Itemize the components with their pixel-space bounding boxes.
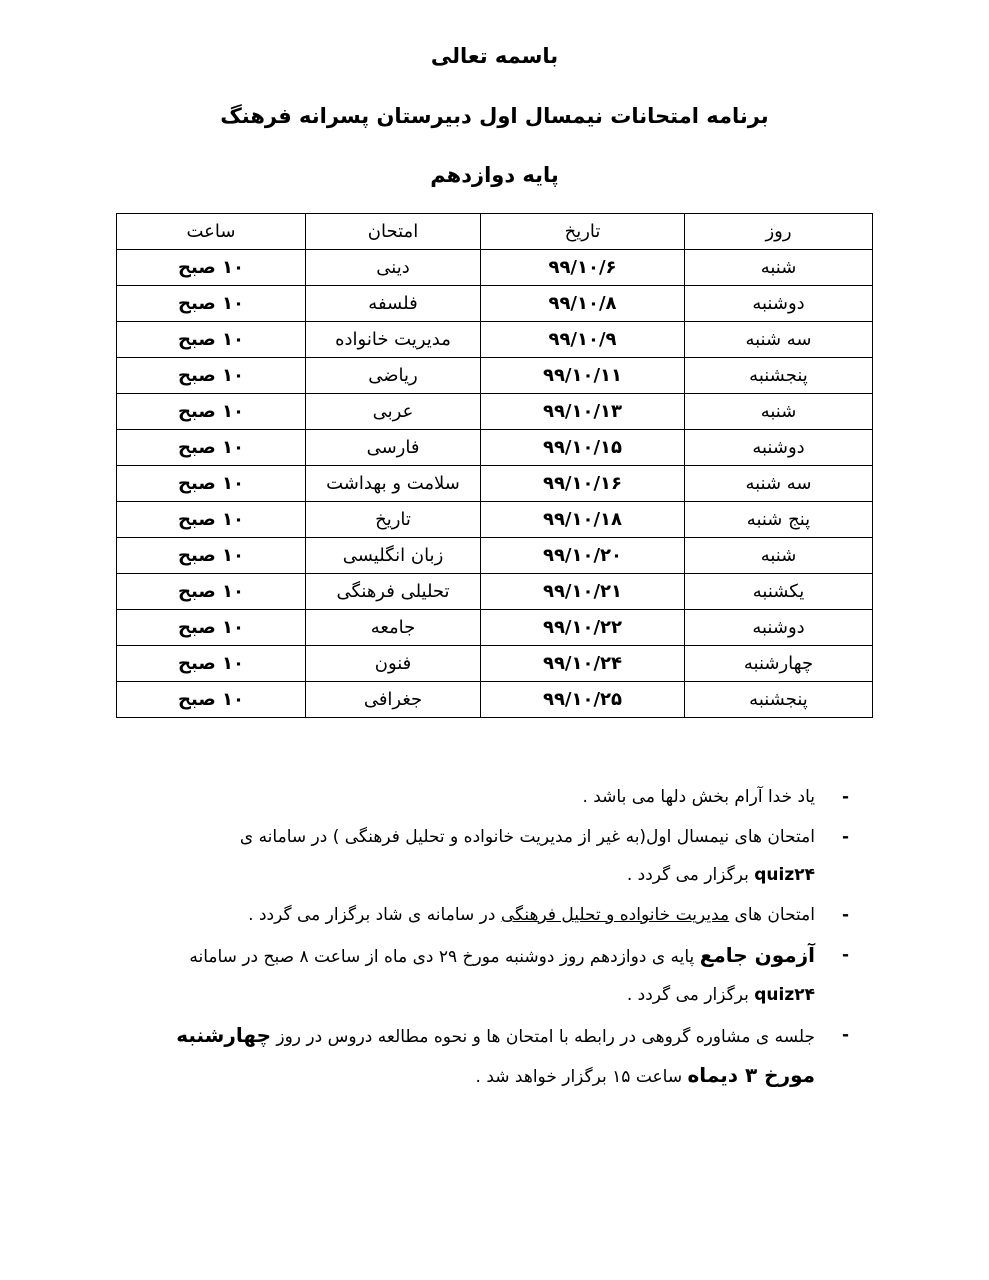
cell-time: ۱۰ صبح xyxy=(117,322,306,358)
cell-day: پنجشنبه xyxy=(685,682,873,718)
cell-exam: دینی xyxy=(306,250,481,286)
cell-exam: فنون xyxy=(306,646,481,682)
column-header-exam: امتحان xyxy=(306,214,481,250)
cell-day: دوشنبه xyxy=(685,286,873,322)
cell-exam: عربی xyxy=(306,394,481,430)
bullet-dash: - xyxy=(841,787,849,807)
quiz24-label: quiz۲۴ xyxy=(754,985,815,1005)
note-item xyxy=(129,818,849,894)
cell-time: ۱۰ صبح xyxy=(117,682,306,718)
cell-exam: فارسی xyxy=(306,430,481,466)
table-row xyxy=(117,682,873,718)
cell-time: ۱۰ صبح xyxy=(117,538,306,574)
table-row xyxy=(117,538,873,574)
cell-exam: مدیریت خانواده xyxy=(306,322,481,358)
note-item xyxy=(129,936,849,1014)
table-row xyxy=(117,574,873,610)
table-row xyxy=(117,502,873,538)
note-item xyxy=(129,1016,849,1096)
table-row xyxy=(117,394,873,430)
cell-time: ۱۰ صبح xyxy=(117,466,306,502)
cell-exam: فلسفه xyxy=(306,286,481,322)
note-text: ساعت ۱۵ برگزار خواهد شد . xyxy=(475,1067,683,1087)
cell-date: ۹۹/۱۰/۲۲ xyxy=(481,610,685,646)
note-text: در سامانه ی شاد برگزار می گردد . xyxy=(248,905,496,925)
cell-exam: تحلیلی فرهنگی xyxy=(306,574,481,610)
cell-time: ۱۰ صبح xyxy=(117,286,306,322)
cell-time: ۱۰ صبح xyxy=(117,250,306,286)
bold-text: چهارشنبه مورخ ۳ دیماه xyxy=(176,1023,815,1087)
note-text: جلسه ی مشاوره گروهی در رابطه با امتحان ها و نحوه مطالعه دروس در روز xyxy=(276,1027,815,1047)
cell-date: ۹۹/۱۰/۱۱ xyxy=(481,358,685,394)
column-header-date: تاریخ xyxy=(481,214,685,250)
cell-day: دوشنبه xyxy=(685,610,873,646)
cell-date: ۹۹/۱۰/۱۵ xyxy=(481,430,685,466)
cell-time: ۱۰ صبح xyxy=(117,646,306,682)
table-row xyxy=(117,250,873,286)
table-header-row xyxy=(117,214,873,250)
cell-time: ۱۰ صبح xyxy=(117,394,306,430)
cell-date: ۹۹/۱۰/۱۸ xyxy=(481,502,685,538)
header-line-1: باسمه تعالی xyxy=(430,44,559,68)
cell-date: ۹۹/۱۰/۲۰ xyxy=(481,538,685,574)
bullet-dash: - xyxy=(841,945,849,965)
cell-day: شنبه xyxy=(685,538,873,574)
cell-date: ۹۹/۱۰/۶ xyxy=(481,250,685,286)
bold-text: آزمون جامع xyxy=(699,943,815,967)
note-text: امتحان های نیمسال اول(به غیر از مدیریت خانواده و تحلیل فرهنگی ) در سامانه ی xyxy=(239,827,815,847)
notes-list xyxy=(129,778,849,1098)
note-text: یاد خدا آرام بخش دلها می باشد . xyxy=(582,787,815,807)
note-item xyxy=(129,896,849,934)
cell-day: پنج شنبه xyxy=(685,502,873,538)
cell-day: دوشنبه xyxy=(685,430,873,466)
table-row xyxy=(117,610,873,646)
exam-schedule-table xyxy=(116,213,873,718)
table-row xyxy=(117,286,873,322)
page-subtitle: پایه دوازدهم xyxy=(430,163,559,187)
cell-exam: ریاضی xyxy=(306,358,481,394)
cell-day: یکشنبه xyxy=(685,574,873,610)
table-row xyxy=(117,322,873,358)
note-text: پایه ی دوازدهم روز دوشنبه مورخ ۲۹ دی ماه از ساعت ۸ صبح در سامانه xyxy=(189,947,695,967)
cell-date: ۹۹/۱۰/۱۶ xyxy=(481,466,685,502)
page-title: برنامه امتحانات نیمسال اول دبیرستان پسرانه فرهنگ xyxy=(220,104,769,128)
table-row xyxy=(117,430,873,466)
table-row xyxy=(117,646,873,682)
bullet-dash: - xyxy=(841,905,849,925)
cell-date: ۹۹/۱۰/۱۳ xyxy=(481,394,685,430)
cell-date: ۹۹/۱۰/۸ xyxy=(481,286,685,322)
cell-date: ۹۹/۱۰/۹ xyxy=(481,322,685,358)
cell-date: ۹۹/۱۰/۲۵ xyxy=(481,682,685,718)
cell-date: ۹۹/۱۰/۲۴ xyxy=(481,646,685,682)
cell-exam: تاریخ xyxy=(306,502,481,538)
cell-time: ۱۰ صبح xyxy=(117,430,306,466)
cell-day: شنبه xyxy=(685,250,873,286)
cell-day: چهارشنبه xyxy=(685,646,873,682)
table-row xyxy=(117,466,873,502)
cell-time: ۱۰ صبح xyxy=(117,358,306,394)
cell-time: ۱۰ صبح xyxy=(117,574,306,610)
cell-day: شنبه xyxy=(685,394,873,430)
table-row xyxy=(117,358,873,394)
cell-day: سه شنبه xyxy=(685,322,873,358)
note-text: امتحان های xyxy=(734,905,815,925)
cell-exam: جامعه xyxy=(306,610,481,646)
note-text: برگزار می گردد . xyxy=(626,985,749,1005)
cell-day: پنجشنبه xyxy=(685,358,873,394)
underlined-text: مدیریت خانواده و تحلیل فرهنگی xyxy=(500,905,730,925)
cell-time: ۱۰ صبح xyxy=(117,502,306,538)
column-header-time: ساعت xyxy=(117,214,306,250)
cell-day: سه شنبه xyxy=(685,466,873,502)
cell-exam: زبان انگلیسی xyxy=(306,538,481,574)
bullet-dash: - xyxy=(841,1025,849,1045)
cell-exam: سلامت و بهداشت xyxy=(306,466,481,502)
table-body xyxy=(117,250,873,718)
column-header-day: روز xyxy=(685,214,873,250)
cell-time: ۱۰ صبح xyxy=(117,610,306,646)
note-text: برگزار می گردد . xyxy=(626,865,749,885)
quiz24-label: quiz۲۴ xyxy=(754,865,815,885)
cell-date: ۹۹/۱۰/۲۱ xyxy=(481,574,685,610)
cell-exam: جغرافی xyxy=(306,682,481,718)
bullet-dash: - xyxy=(841,827,849,847)
note-item xyxy=(129,778,849,816)
